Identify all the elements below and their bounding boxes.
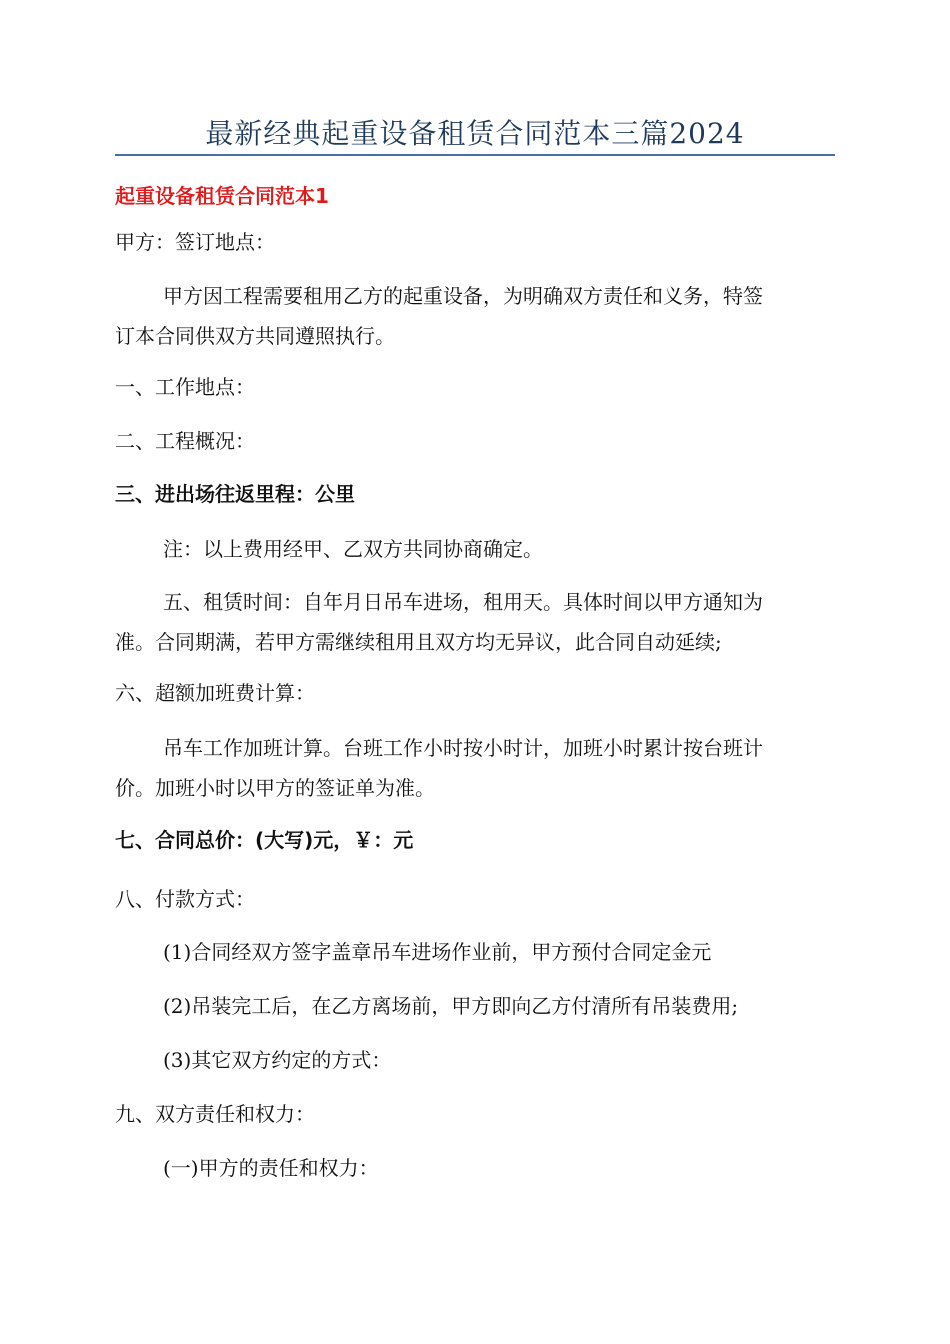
intro-paragraph [115, 276, 835, 356]
intro-line-2: 订本合同供双方共同遵照执行。 [115, 324, 395, 348]
party-a-line: 甲方：签订地点： [115, 230, 275, 254]
clause-5-line-1: 五、租赁时间：自年月日吊车进场，租用天。具体时间以甲方通知为 [163, 590, 763, 614]
clause-6-line-1: 吊车工作加班计算。台班工作小时按小时计，加班小时累计按台班计 [163, 736, 763, 760]
clause-1: 一、工作地点： [115, 375, 255, 399]
note-paragraph: 注：以上费用经甲、乙双方共同协商确定。 [163, 537, 543, 561]
clause-6: 六、超额加班费计算： [115, 681, 315, 705]
clause-8: 八、付款方式： [115, 887, 255, 911]
clause-5-line-2: 准。合同期满，若甲方需继续租用且双方均无异议，此合同自动延续; [115, 630, 722, 654]
payment-item-3: (3)其它双方约定的方式： [163, 1048, 392, 1072]
clause-2: 二、工程概况： [115, 429, 255, 453]
intro-line-1: 甲方因工程需要租用乙方的起重设备，为明确双方责任和义务，特签 [163, 284, 763, 308]
payment-item-2: (2)吊装完工后，在乙方离场前，甲方即向乙方付清所有吊装费用; [163, 994, 739, 1018]
clause-5 [115, 582, 835, 662]
clause-3: 三、进出场往返里程：公里 [115, 482, 355, 506]
clause-9: 九、双方责任和权力： [115, 1102, 315, 1126]
document-title: 最新经典起重设备租赁合同范本三篇2024 [205, 117, 745, 150]
title-underline [115, 154, 835, 156]
clause-6-body [115, 728, 835, 808]
payment-item-1: (1)合同经双方签字盖章吊车进场作业前，甲方预付合同定金元 [163, 940, 712, 964]
clause-6-line-2: 价。加班小时以甲方的签证单为准。 [115, 776, 435, 800]
clause-9-sub-1: (一)甲方的责任和权力： [163, 1156, 379, 1180]
clause-7: 七、合同总价：(大写)元，￥：元 [115, 828, 414, 852]
section-heading: 起重设备租赁合同范本1 [115, 184, 329, 208]
